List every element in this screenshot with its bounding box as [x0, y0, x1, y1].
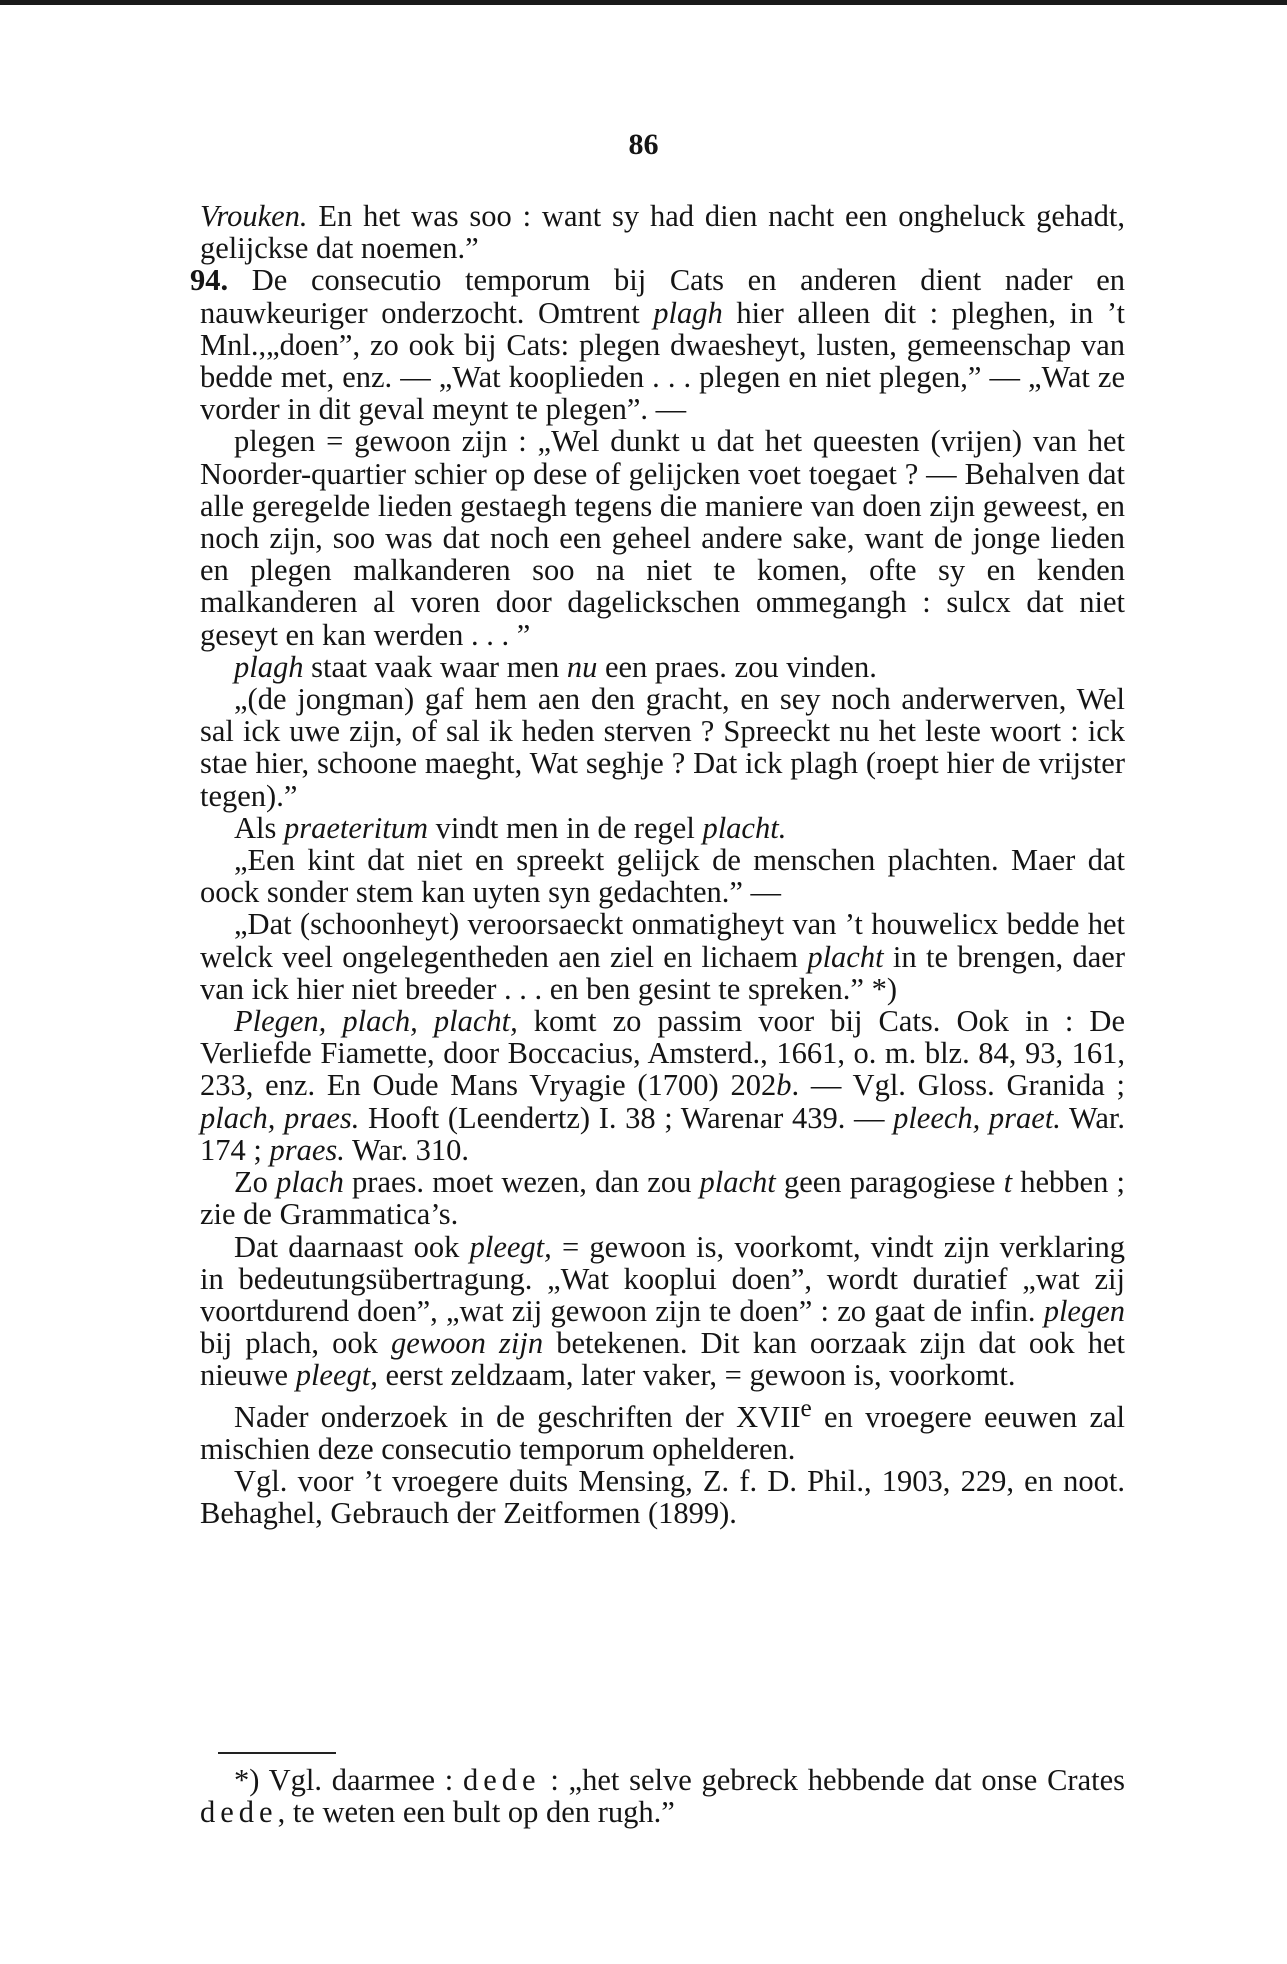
- footnote: *) Vgl. daarmee : dede : „het selve gebreck hebbende dat onse Crates dede, te weten een bult op den rugh.”: [200, 1763, 1125, 1830]
- paragraph-quote-kint: „Een kint dat niet en spreekt gelijck de menschen plachten. Maer dat oock sonder stem kan uyten syn gedachten.” —: [200, 843, 1125, 910]
- section-number: 94.: [190, 263, 229, 298]
- speaker-name: Vrouken.: [200, 199, 308, 233]
- paragraph-praeteritum: Als praeteritum vindt men in de regel placht.: [234, 810, 787, 845]
- paragraph-vgl: Vgl. voor ’t vroegere duits Mensing, Z. f. D. Phil., 1903, 229, en noot. Behaghel, Gebrauch der Zeitformen (1899).: [200, 1464, 1125, 1531]
- top-rule: [0, 0, 1287, 5]
- body-text: [190, 199, 1126, 1531]
- paragraph-quote-jongman: „(de jongman) gaf hem aen den gracht, en sey noch anderwerven, Wel sal ick uwe zijn, of sal ik heden sterven ? Spreeckt nu het leste woort : ick stae hier, schoone maeght, Wat seghje ? Dat ick plagh (roept hier de vrijster tegen).”: [200, 682, 1125, 813]
- paragraph-quote-schoonheyt: „Dat (schoonheyt) veroorsaeckt onmatigheyt van ’t houwelicx bedde het welck veel ongelegentheden aen ziel en lichaem placht in te brengen, daer van ick hier niet breeder . . . en ben gesint te spreken.” *): [200, 907, 1125, 1006]
- paragraph-plagh-nu: plagh staat vaak waar men nu een praes. zou vinden.: [234, 649, 877, 684]
- paragraph-pleegt: Dat daarnaast ook pleegt, = gewoon is, voorkomt, vindt zijn verklaring in bedeutungsübertragung. „Wat kooplui doen”, wordt duratief „wat zij voortdurend doen”, „wat zij gewoon zijn te doen” : zo gaat de infin. plegen bij plach, ook gewoon zijn betekenen. Dit kan oorzaak zijn dat ook het nieuwe pleegt, eerst zeldzaam, later vaker, = gewoon is, voorkomt.: [200, 1229, 1126, 1393]
- page-number: 86: [628, 128, 659, 161]
- paragraph-zo-plach: Zo plach praes. moet wezen, dan zou placht geen paragogiese t hebben ; zie de Grammatica’s.: [200, 1165, 1125, 1232]
- paragraph-plegen-gewoon: plegen = gewoon zijn : „Wel dunkt u dat het queesten (vrijen) van het Noorder-quartier schier op dese of gelijcken voet toegaet ? — Behalven dat alle geregelde lieden gestaegh tegens die maniere van doen zijn geweest, en noch zijn, soo was dat noch een geheel andere sake, want de jonge lieden en plegen malkanderen soo na niet te komen, ofte sy en kenden malkanderen al voren door dagelickschen ommegangh : sulcx dat niet geseyt en kan werden . . . ”: [200, 424, 1125, 652]
- paragraph-94: 94. De consecutio temporum bij Cats en anderen dient nader en nauwkeuriger onderzocht. Omtrent plagh hier alleen dit : pleghen, in ’t Mnl.,„doen”, zo ook bij Cats: plegen dwaesheyt, lusten, gemeenschap van bedde met, enz. — „Wat kooplieden . . . plegen en niet plegen,” — „Wat ze vorder in dit geval meynt te plegen”. —: [190, 263, 1125, 427]
- footnote-divider: [218, 1752, 336, 1754]
- paragraph-nader-onderzoek: Nader onderzoek in de geschriften der XVIIe en vroegere eeuwen zal mischien deze consecutio temporum ophelderen.: [200, 1393, 1126, 1466]
- paragraph-plegen-cats: Plegen, plach, placht, komt zo passim voor bij Cats. Ook in : De Verliefde Fiamette, door Boccacius, Amsterd., 1661, o. m. blz. 84, 93, 161, 233, enz. En Oude Mans Vryagie (1700) 202b. — Vgl. Gloss. Granida ; plach, praes. Hooft (Leendertz) I. 38 ; Warenar 439. — pleech, praet. War. 174 ; praes. War. 310.: [200, 1004, 1125, 1167]
- paragraph-vrouken: Vrouken. En het was soo : want sy had dien nacht een ongheluck gehadt, gelijckse dat noemen.”: [200, 199, 1125, 266]
